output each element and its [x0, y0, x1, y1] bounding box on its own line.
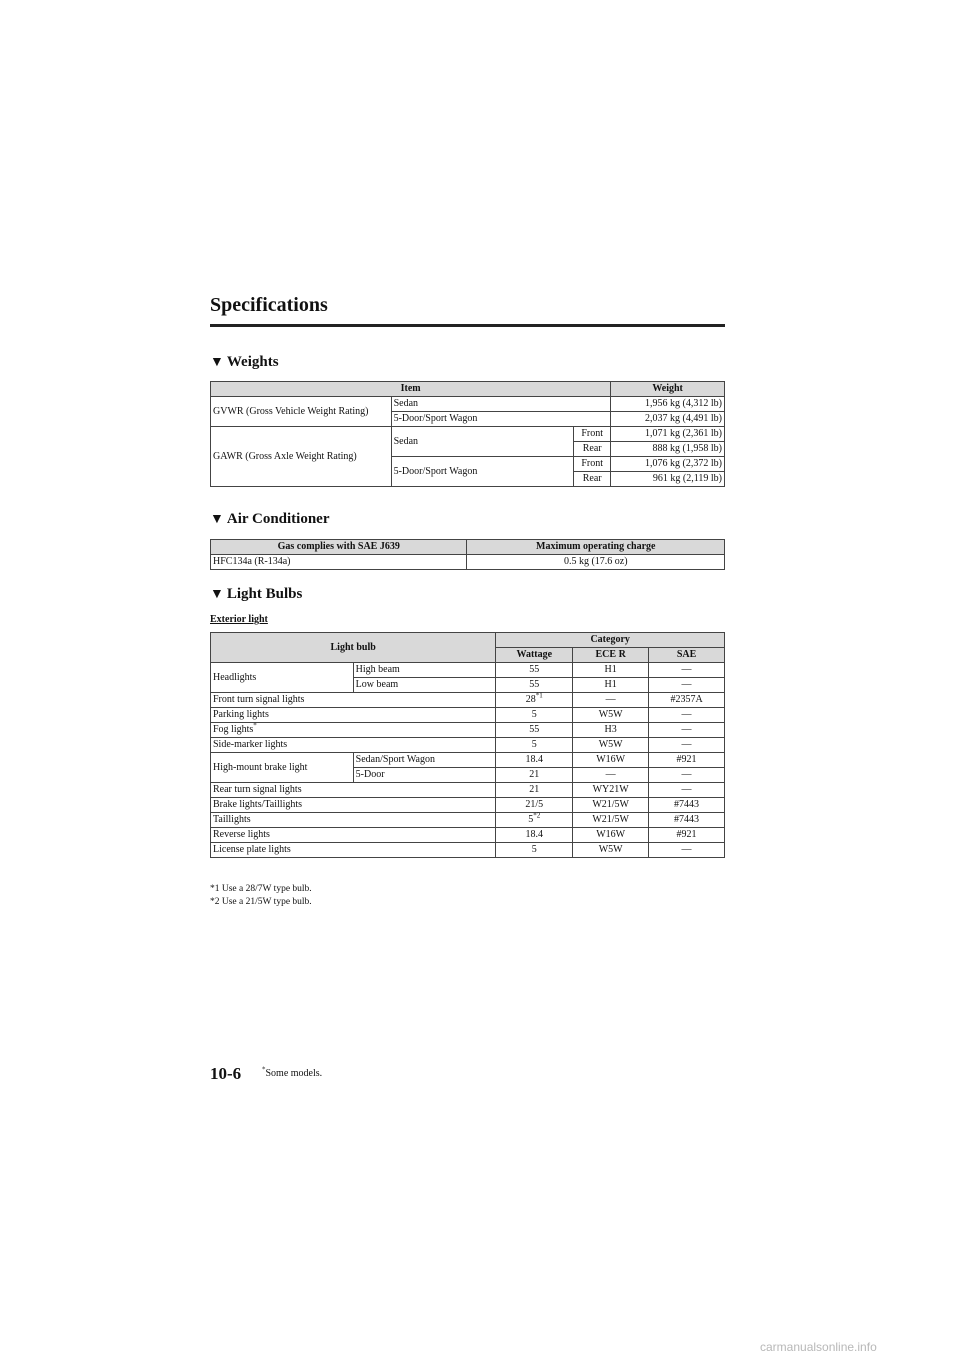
light-label: Taillights [211, 813, 496, 828]
column-header-ece: ECE R [573, 648, 649, 663]
sae-cell: #921 [649, 828, 725, 843]
table-row [211, 798, 725, 813]
wattage-cell: 5 [496, 843, 573, 858]
triangle-down-icon: ▼ [210, 355, 224, 370]
table-row [211, 813, 725, 828]
table-header-row [211, 540, 725, 555]
column-header-light-bulb: Light bulb [211, 633, 496, 663]
light-label [211, 723, 496, 738]
wattage-cell: 18.4 [496, 828, 573, 843]
body-type-cell: 5-Door/Sport Wagon [391, 412, 611, 427]
wattage-cell [496, 693, 573, 708]
wattage-value: 5 [528, 814, 534, 825]
ece-cell: W16W [573, 828, 649, 843]
table-row [211, 753, 725, 768]
wattage-cell: 21/5 [496, 798, 573, 813]
light-bulbs-table [210, 632, 725, 858]
axle-cell: Front [574, 427, 611, 442]
fog-lights-label: Fog lights [213, 724, 254, 735]
air-conditioner-heading [210, 511, 330, 528]
column-header-gas: Gas complies with SAE J639 [211, 540, 467, 555]
page-title: Specifications [210, 294, 328, 316]
footnotes [210, 883, 312, 909]
wattage-cell [496, 813, 573, 828]
light-label: Front turn signal lights [211, 693, 496, 708]
body-type-cell: 5-Door/Sport Wagon [391, 457, 574, 487]
light-label: Parking lights [211, 708, 496, 723]
column-header-weight: Weight [611, 382, 725, 397]
bulb-type-cell: Sedan/Sport Wagon [353, 753, 496, 768]
weight-cell: 1,071 kg (2,361 lb) [611, 427, 725, 442]
bulb-type-cell: Low beam [353, 678, 496, 693]
ece-cell: W5W [573, 708, 649, 723]
table-row [211, 663, 725, 678]
footnote-marker: *2 [533, 811, 541, 820]
air-conditioner-table [210, 539, 725, 570]
sae-cell: ― [649, 738, 725, 753]
gas-cell: HFC134a (R-134a) [211, 555, 467, 570]
body-type-cell: Sedan [391, 427, 574, 457]
some-models-marker: * [262, 1065, 266, 1074]
sae-cell: ― [649, 678, 725, 693]
bulb-type-cell: 5-Door [353, 768, 496, 783]
column-header-item: Item [211, 382, 611, 397]
table-row [211, 723, 725, 738]
table-row [211, 693, 725, 708]
table-row [211, 783, 725, 798]
triangle-down-icon: ▼ [210, 512, 224, 527]
wattage-cell: 55 [496, 663, 573, 678]
ece-cell: W5W [573, 843, 649, 858]
column-header-wattage: Wattage [496, 648, 573, 663]
table-row [211, 427, 725, 442]
ece-cell: W16W [573, 753, 649, 768]
charge-cell: 0.5 kg (17.6 oz) [467, 555, 725, 570]
some-models-note [262, 1065, 323, 1079]
sae-cell: #7443 [649, 813, 725, 828]
weights-table [210, 381, 725, 487]
table-row [211, 843, 725, 858]
footnote-2: *2 Use a 21/5W type bulb. [210, 897, 312, 907]
wattage-cell: 55 [496, 723, 573, 738]
axle-cell: Rear [574, 472, 611, 487]
column-header-sae: SAE [649, 648, 725, 663]
weight-cell: 1,956 kg (4,312 lb) [611, 397, 725, 412]
ece-cell: ― [573, 768, 649, 783]
table-row [211, 555, 725, 570]
wattage-cell: 55 [496, 678, 573, 693]
column-header-charge: Maximum operating charge [467, 540, 725, 555]
table-row [211, 708, 725, 723]
weight-cell: 888 kg (1,958 lb) [611, 442, 725, 457]
footnote-1: *1 Use a 28/7W type bulb. [210, 884, 312, 894]
gawr-label: GAWR (Gross Axle Weight Rating) [211, 427, 392, 487]
weight-cell: 2,037 kg (4,491 lb) [611, 412, 725, 427]
body-type-cell: Sedan [391, 397, 611, 412]
triangle-down-icon: ▼ [210, 587, 224, 602]
bulb-type-cell: High beam [353, 663, 496, 678]
some-models-marker: * [253, 721, 257, 730]
sae-cell: #7443 [649, 798, 725, 813]
table-row [211, 738, 725, 753]
title-divider [210, 324, 725, 327]
column-header-category: Category [496, 633, 725, 648]
ece-cell: H3 [573, 723, 649, 738]
ece-cell: WY21W [573, 783, 649, 798]
light-bulbs-heading [210, 586, 302, 603]
sae-cell: ― [649, 708, 725, 723]
air-conditioner-heading-text: Air Conditioner [226, 511, 330, 527]
page-number: 10-6 [210, 1064, 242, 1083]
axle-cell: Rear [574, 442, 611, 457]
headlights-label: Headlights [211, 663, 354, 693]
table-header-row [211, 382, 725, 397]
sae-cell: #2357A [649, 693, 725, 708]
sae-cell: #921 [649, 753, 725, 768]
wattage-cell: 18.4 [496, 753, 573, 768]
weight-cell: 961 kg (2,119 lb) [611, 472, 725, 487]
light-label: Side-marker lights [211, 738, 496, 753]
light-label: Rear turn signal lights [211, 783, 496, 798]
light-label: Brake lights/Taillights [211, 798, 496, 813]
some-models-text: Some models. [265, 1068, 323, 1079]
ece-cell: H1 [573, 663, 649, 678]
watermark: carmanualsonline.info [760, 1340, 877, 1354]
wattage-cell: 21 [496, 768, 573, 783]
ece-cell: W21/5W [573, 798, 649, 813]
exterior-light-subheading: Exterior light [210, 614, 268, 625]
wattage-cell: 5 [496, 738, 573, 753]
footnote-marker: *1 [535, 691, 543, 700]
weight-cell: 1,076 kg (2,372 lb) [611, 457, 725, 472]
light-bulbs-heading-text: Light Bulbs [226, 586, 303, 602]
table-row [211, 397, 725, 412]
weights-heading [210, 354, 279, 371]
sae-cell: ― [649, 768, 725, 783]
table-header-row [211, 633, 725, 648]
high-mount-label: High-mount brake light [211, 753, 354, 783]
light-label: Reverse lights [211, 828, 496, 843]
ece-cell: H1 [573, 678, 649, 693]
sae-cell: ― [649, 723, 725, 738]
light-label: License plate lights [211, 843, 496, 858]
wattage-value: 28 [525, 694, 536, 705]
ece-cell: W5W [573, 738, 649, 753]
ece-cell: ― [573, 693, 649, 708]
sae-cell: ― [649, 843, 725, 858]
gvwr-label: GVWR (Gross Vehicle Weight Rating) [211, 397, 392, 427]
sae-cell: ― [649, 663, 725, 678]
wattage-cell: 21 [496, 783, 573, 798]
weights-heading-text: Weights [226, 354, 279, 370]
axle-cell: Front [574, 457, 611, 472]
sae-cell: ― [649, 783, 725, 798]
wattage-cell: 5 [496, 708, 573, 723]
table-row [211, 828, 725, 843]
ece-cell: W21/5W [573, 813, 649, 828]
